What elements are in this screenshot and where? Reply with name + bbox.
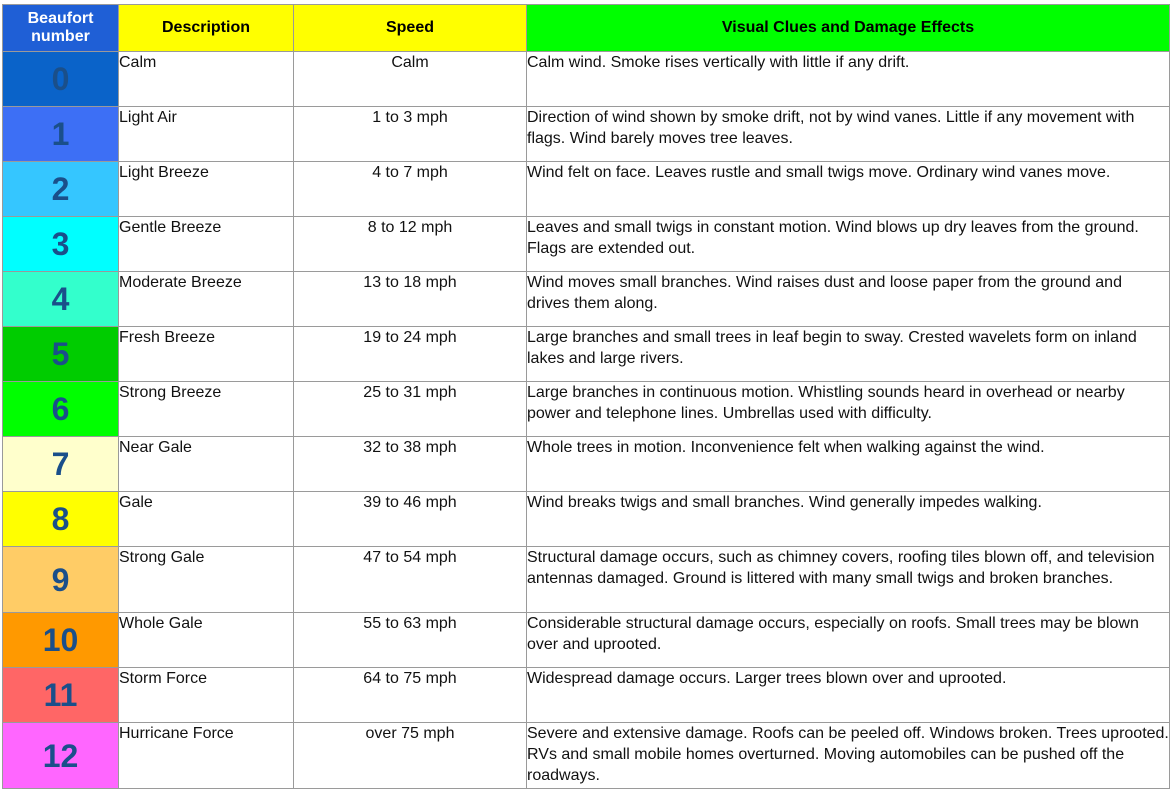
visual-clues-cell: Structural damage occurs, such as chimney covers, roofing tiles blown off, and television antennas damaged. Ground is littered with many small twigs and broken branches.: [527, 547, 1170, 613]
speed-cell: 4 to 7 mph: [294, 162, 527, 217]
description-cell: Moderate Breeze: [119, 272, 294, 327]
beaufort-number-cell: 1: [3, 107, 119, 162]
table-row: [3, 162, 1170, 217]
beaufort-number-cell: 5: [3, 327, 119, 382]
description-cell: Strong Breeze: [119, 382, 294, 437]
visual-clues-cell: Considerable structural damage occurs, especially on roofs. Small trees may be blown over and uprooted.: [527, 613, 1170, 668]
table-row: [3, 217, 1170, 272]
speed-cell: 64 to 75 mph: [294, 668, 527, 723]
description-cell: Strong Gale: [119, 547, 294, 613]
visual-clues-cell: Widespread damage occurs. Larger trees blown over and uprooted.: [527, 668, 1170, 723]
beaufort-scale-table: [2, 4, 1170, 789]
description-cell: Storm Force: [119, 668, 294, 723]
speed-cell: 47 to 54 mph: [294, 547, 527, 613]
description-cell: Whole Gale: [119, 613, 294, 668]
speed-cell: 39 to 46 mph: [294, 492, 527, 547]
speed-cell: 19 to 24 mph: [294, 327, 527, 382]
beaufort-number-cell: 6: [3, 382, 119, 437]
visual-clues-cell: Severe and extensive damage. Roofs can be peeled off. Windows broken. Trees uprooted. RVs and small mobile homes overturned. Moving automobiles can be pushed off the roadways.: [527, 723, 1170, 789]
beaufort-number-cell: 10: [3, 613, 119, 668]
speed-cell: 1 to 3 mph: [294, 107, 527, 162]
beaufort-number-cell: 7: [3, 437, 119, 492]
visual-clues-cell: Wind breaks twigs and small branches. Wind generally impedes walking.: [527, 492, 1170, 547]
speed-cell: over 75 mph: [294, 723, 527, 789]
description-cell: Fresh Breeze: [119, 327, 294, 382]
header-row: [3, 5, 1170, 52]
header-beaufort-number: Beaufort number: [3, 5, 119, 52]
description-cell: Near Gale: [119, 437, 294, 492]
description-cell: Light Breeze: [119, 162, 294, 217]
visual-clues-cell: Leaves and small twigs in constant motion. Wind blows up dry leaves from the ground. Flags are extended out.: [527, 217, 1170, 272]
visual-clues-cell: Calm wind. Smoke rises vertically with little if any drift.: [527, 52, 1170, 107]
beaufort-number-cell: 12: [3, 723, 119, 789]
visual-clues-cell: Direction of wind shown by smoke drift, not by wind vanes. Little if any movement with flags. Wind barely moves tree leaves.: [527, 107, 1170, 162]
description-cell: Gentle Breeze: [119, 217, 294, 272]
table-row: [3, 382, 1170, 437]
beaufort-number-cell: 3: [3, 217, 119, 272]
table-row: [3, 272, 1170, 327]
header-speed: Speed: [294, 5, 527, 52]
header-description: Description: [119, 5, 294, 52]
beaufort-number-cell: 0: [3, 52, 119, 107]
beaufort-number-cell: 9: [3, 547, 119, 613]
table-row: [3, 547, 1170, 613]
beaufort-number-cell: 2: [3, 162, 119, 217]
table-row: [3, 613, 1170, 668]
table-row: [3, 492, 1170, 547]
speed-cell: 32 to 38 mph: [294, 437, 527, 492]
table-row: [3, 107, 1170, 162]
visual-clues-cell: Large branches and small trees in leaf begin to sway. Crested wavelets form on inland lakes and large rivers.: [527, 327, 1170, 382]
table-row: [3, 723, 1170, 789]
description-cell: Calm: [119, 52, 294, 107]
speed-cell: 13 to 18 mph: [294, 272, 527, 327]
table-row: [3, 327, 1170, 382]
table-row: [3, 668, 1170, 723]
speed-cell: 8 to 12 mph: [294, 217, 527, 272]
table-row: [3, 52, 1170, 107]
header-visual-clues: Visual Clues and Damage Effects: [527, 5, 1170, 52]
beaufort-number-cell: 11: [3, 668, 119, 723]
description-cell: Hurricane Force: [119, 723, 294, 789]
visual-clues-cell: Whole trees in motion. Inconvenience felt when walking against the wind.: [527, 437, 1170, 492]
description-cell: Light Air: [119, 107, 294, 162]
beaufort-number-cell: 8: [3, 492, 119, 547]
table-row: [3, 437, 1170, 492]
description-cell: Gale: [119, 492, 294, 547]
speed-cell: Calm: [294, 52, 527, 107]
beaufort-number-cell: 4: [3, 272, 119, 327]
visual-clues-cell: Large branches in continuous motion. Whistling sounds heard in overhead or nearby power and telephone lines. Umbrellas used with difficulty.: [527, 382, 1170, 437]
visual-clues-cell: Wind moves small branches. Wind raises dust and loose paper from the ground and drives them along.: [527, 272, 1170, 327]
speed-cell: 25 to 31 mph: [294, 382, 527, 437]
speed-cell: 55 to 63 mph: [294, 613, 527, 668]
visual-clues-cell: Wind felt on face. Leaves rustle and small twigs move. Ordinary wind vanes move.: [527, 162, 1170, 217]
